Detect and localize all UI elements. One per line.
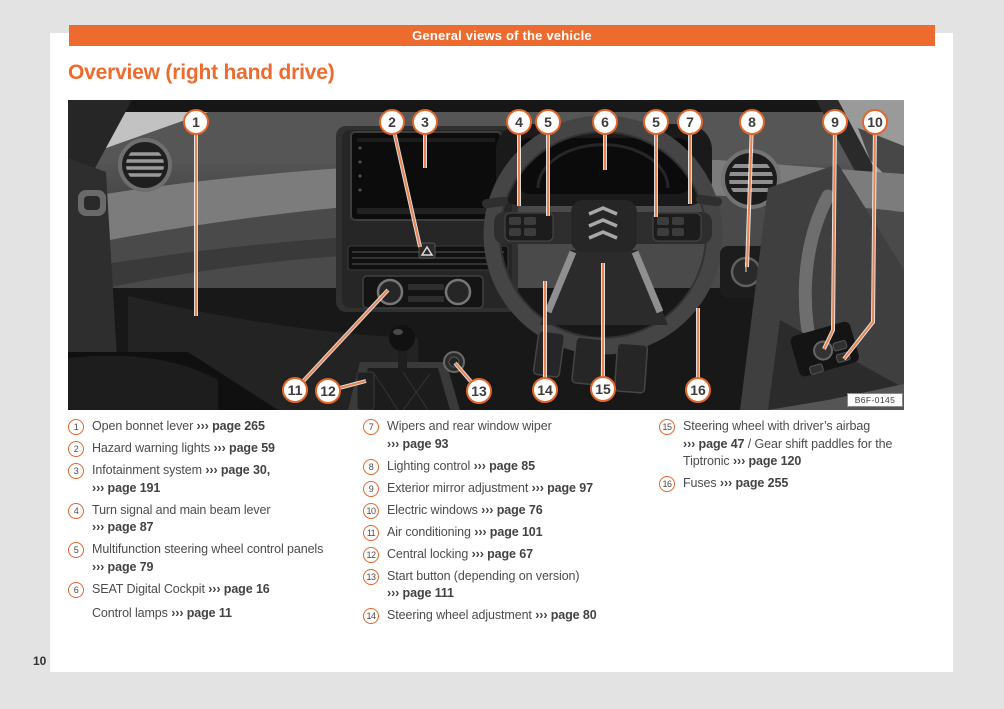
legend-number-badge: 5	[68, 542, 84, 558]
left-air-vent-icon	[120, 140, 170, 190]
legend-item-3	[68, 462, 353, 497]
legend-item-text: Wipers and rear window wiper ››› page 93	[387, 419, 552, 451]
legend-item-9	[363, 480, 649, 498]
legend-item-text: Multifunction steering wheel control panels ››› page 79	[92, 542, 324, 574]
legend-number-badge: 3	[68, 463, 84, 479]
legend-item-text: Infotainment system ››› page 30, ››› page 191	[92, 463, 271, 495]
legend-item-text: Central locking ››› page 67	[387, 546, 533, 561]
climate-control-panel	[363, 276, 483, 308]
page-number: 10	[33, 654, 47, 668]
legend-item-text: SEAT Digital Cockpit ››› page 16	[92, 581, 270, 596]
legend-item-text: Exterior mirror adjustment ››› page 97	[387, 480, 593, 495]
callout-6: 6	[592, 109, 618, 135]
figure-code-label: B6F-0145	[847, 393, 903, 407]
callout-11: 11	[282, 377, 308, 403]
legend-number-badge: 11	[363, 525, 379, 541]
legend-item-1	[68, 418, 353, 436]
legend-item-text: Electric windows ››› page 76	[387, 502, 543, 517]
callout-4: 4	[506, 109, 532, 135]
legend-item-11	[363, 524, 649, 542]
legend-number-badge: 4	[68, 503, 84, 519]
legend-item-5	[68, 541, 353, 576]
legend-item-text: Steering wheel adjustment ››› page 80	[387, 608, 597, 622]
legend	[68, 418, 936, 629]
legend-item-2	[68, 440, 353, 458]
legend-item-text: Hazard warning lights ››› page 59	[92, 441, 275, 455]
legend-item-6	[68, 581, 353, 599]
legend-number-badge: 14	[363, 608, 379, 624]
legend-number-badge: 6	[68, 582, 84, 598]
legend-item-text: Control lamps ››› page 11	[92, 606, 232, 620]
legend-item-12	[363, 546, 649, 564]
callout-7: 7	[677, 109, 703, 135]
legend-number-badge: 15	[659, 419, 675, 435]
legend-item-16	[659, 475, 926, 493]
callout-3: 3	[412, 109, 438, 135]
legend-item-text: Start button (depending on version) ››› page 111	[387, 568, 580, 600]
callout-15: 15	[590, 376, 616, 402]
callout-2: 2	[379, 109, 405, 135]
chapter-header-title: General views of the vehicle	[412, 28, 592, 43]
legend-number-spacer	[68, 605, 84, 623]
callout-8: 8	[739, 109, 765, 135]
legend-column-3	[659, 418, 936, 497]
legend-item-text: Fuses ››› page 255	[683, 476, 789, 490]
page-title: Overview (right hand drive)	[68, 61, 335, 84]
legend-number-badge: 7	[363, 419, 379, 435]
callout-16: 16	[685, 377, 711, 403]
callout-5: 5	[535, 109, 561, 135]
legend-item-text: Steering wheel with driver’s airbag ››› page 47 / Gear shift paddles for the Tiptronic ››› page 120	[683, 419, 893, 468]
legend-item-text: Air conditioning ››› page 101	[387, 524, 543, 539]
legend-number-badge: 12	[363, 547, 379, 563]
callout-10: 10	[862, 109, 888, 135]
legend-number-badge: 10	[363, 503, 379, 519]
legend-column-2	[363, 418, 659, 629]
callout-1: 1	[183, 109, 209, 135]
legend-item-7	[363, 418, 649, 453]
legend-number-badge: 9	[363, 481, 379, 497]
legend-column-1	[68, 418, 363, 627]
callout-12: 12	[315, 378, 341, 404]
legend-item-text: Open bonnet lever ››› page 265	[92, 419, 265, 433]
chapter-header-bar	[69, 25, 935, 46]
callout-14: 14	[532, 377, 558, 403]
legend-item-8	[363, 458, 649, 476]
legend-item-text: Turn signal and main beam lever ››› page 87	[92, 502, 271, 534]
legend-number-badge: 8	[363, 459, 379, 475]
legend-item-15	[659, 418, 926, 471]
callout-5: 5	[643, 109, 669, 135]
legend-item-4	[68, 502, 353, 537]
legend-item-text: Lighting control ››› page 85	[387, 458, 535, 473]
legend-item-10	[363, 502, 649, 520]
legend-number-badge: 16	[659, 476, 675, 492]
dashboard-figure	[68, 100, 904, 410]
dashboard-illustration	[68, 100, 904, 410]
console-button-bank	[357, 372, 374, 410]
legend-number-badge: 2	[68, 441, 84, 457]
page-sheet	[50, 28, 953, 672]
callout-13: 13	[466, 378, 492, 404]
legend-item-sub	[68, 605, 353, 623]
legend-number-badge: 13	[363, 569, 379, 585]
callout-9: 9	[822, 109, 848, 135]
legend-item-13	[363, 568, 649, 603]
legend-item-14	[363, 607, 649, 625]
legend-number-badge: 1	[68, 419, 84, 435]
